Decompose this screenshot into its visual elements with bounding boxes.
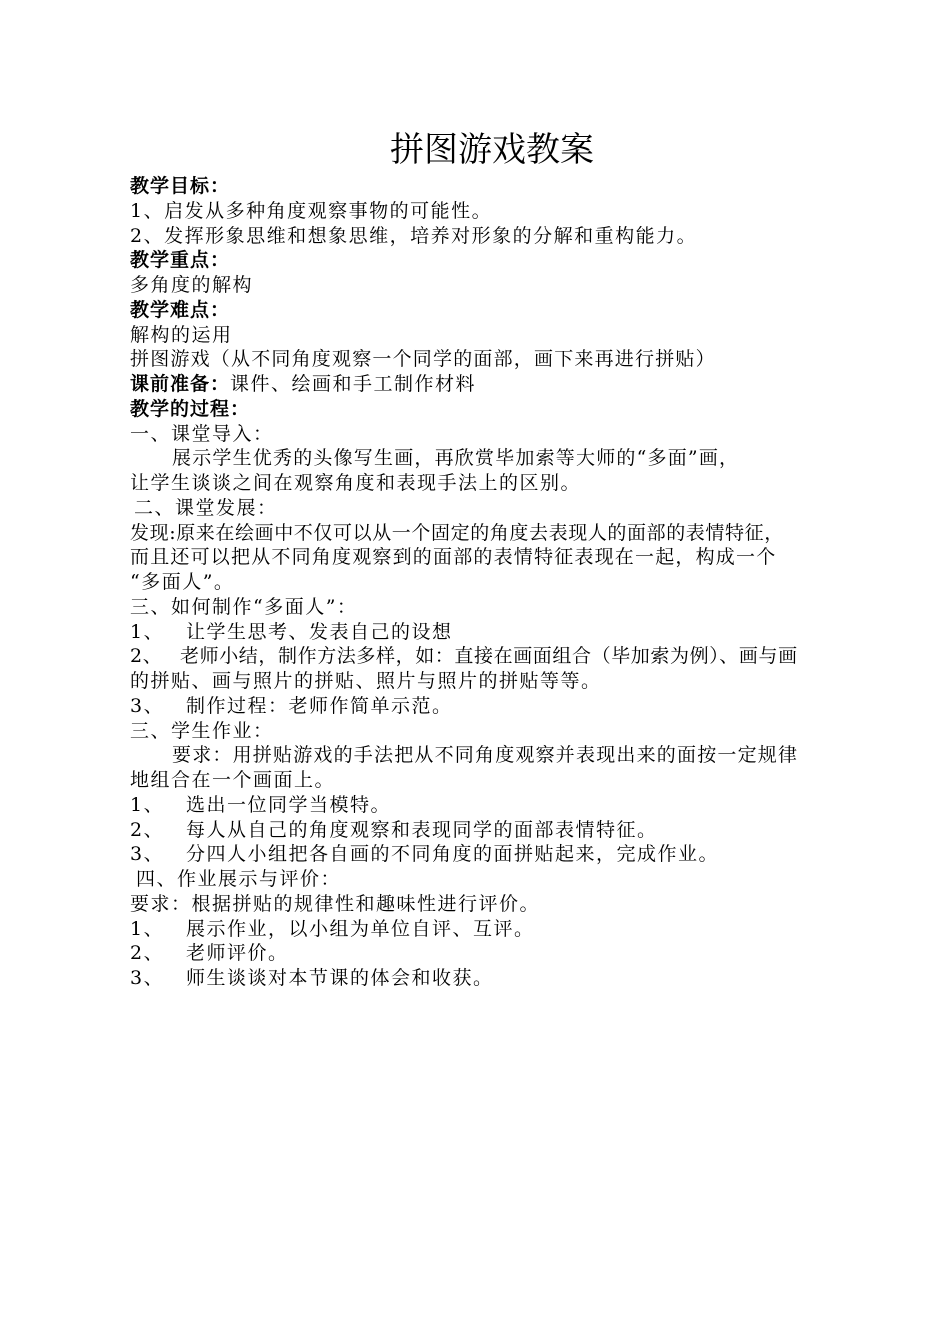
paragraph-line: 地组合在一个画面上。 [130,769,336,791]
list-item [130,818,870,843]
heading-difficulties: 教学难点： [130,298,231,321]
heading-key-points: 教学重点： [130,249,231,272]
list-text: 老师评价。 [186,942,289,965]
paragraph-line: 的拼贴、画与照片的拼贴、照片与照片的拼贴等等。 [130,670,602,692]
list-item [130,941,870,966]
paragraph-line: 让学生谈谈之间在观察角度和表现手法上的区别。 [130,472,582,494]
paragraph-line: 要求：用拼贴游戏的手法把从不同角度观察并表现出来的面按一定规律 [172,744,799,767]
document-title: 拼图游戏教案 [390,130,594,170]
list-text: 分四人小组把各自画的不同角度的面拼贴起来，完成作业。 [186,843,720,866]
list-number: 2、 [130,942,165,965]
list-item [130,917,870,942]
list-text: 让学生思考、发表自己的设想 [186,620,453,643]
list-item [130,966,870,991]
list-item [130,620,870,645]
heading-process: 教学的过程： [130,397,251,420]
list-number: 3、 [130,967,165,989]
difficulty-line: 解构的运用 [130,323,233,346]
difficulty-line: 拼图游戏（从不同角度观察一个同学的面部，画下来再进行拼贴） [130,348,716,371]
section-heading: 二、课堂发展： [134,496,278,519]
list-number: 1、 [130,793,165,816]
list-item [130,793,870,818]
paragraph-line: 而且还可以把从不同角度观察到的面部的表情特征表现在一起，构成一个 [130,546,777,569]
objective-line: 1、启发从多种角度观察事物的可能性。 [130,199,493,222]
preparation-text: 课件、绘画和手工制作材料 [230,373,477,395]
list-text: 制作过程：老师作简单示范。 [186,694,453,717]
paragraph-line: 展示学生优秀的头像写生画，再欣赏毕加索等大师的“多面”画， [172,447,740,470]
list-number: 3、 [130,843,165,866]
list-number: 2、 [130,818,165,841]
list-text: 每人从自己的角度观察和表现同学的面部表情特征。 [186,818,658,841]
section-heading: 四、作业展示与评价： [136,868,342,890]
paragraph-line: 要求：根据拼贴的规律性和趣味性进行评价。 [130,892,541,915]
list-item [130,842,870,867]
preparation-line [130,372,870,397]
list-number: 1、 [130,917,165,940]
preparation-label: 课前准备： [130,373,231,395]
section-heading: 三、如何制作“多面人”： [130,595,358,618]
heading-objectives: 教学目标： [130,175,231,197]
list-number: 1、 [130,620,165,643]
list-number: 2、 [130,645,163,668]
list-number: 3、 [130,694,165,717]
list-text: 老师小结，制作方法多样，如：直接在画面组合（毕加索为例）、画与画 [180,645,798,668]
list-item [130,644,870,669]
list-text: 师生谈谈对本节课的体会和收获。 [186,967,494,989]
document-body [130,174,870,991]
section-heading: 一、课堂导入： [130,422,274,445]
list-text: 展示作业，以小组为单位自评、互评。 [186,917,535,940]
paragraph-line: 发现:原来在绘画中不仅可以从一个固定的角度去表现人的面部的表情特征， [130,521,784,544]
objective-line: 2、发挥形象思维和想象思维，培养对形象的分解和重构能力。 [130,224,698,247]
section-heading: 三、学生作业： [130,719,274,742]
paragraph-line: “多面人”。 [130,571,235,593]
list-text: 选出一位同学当模特。 [186,793,392,816]
list-item [130,694,870,719]
key-point-line: 多角度的解构 [130,274,254,296]
